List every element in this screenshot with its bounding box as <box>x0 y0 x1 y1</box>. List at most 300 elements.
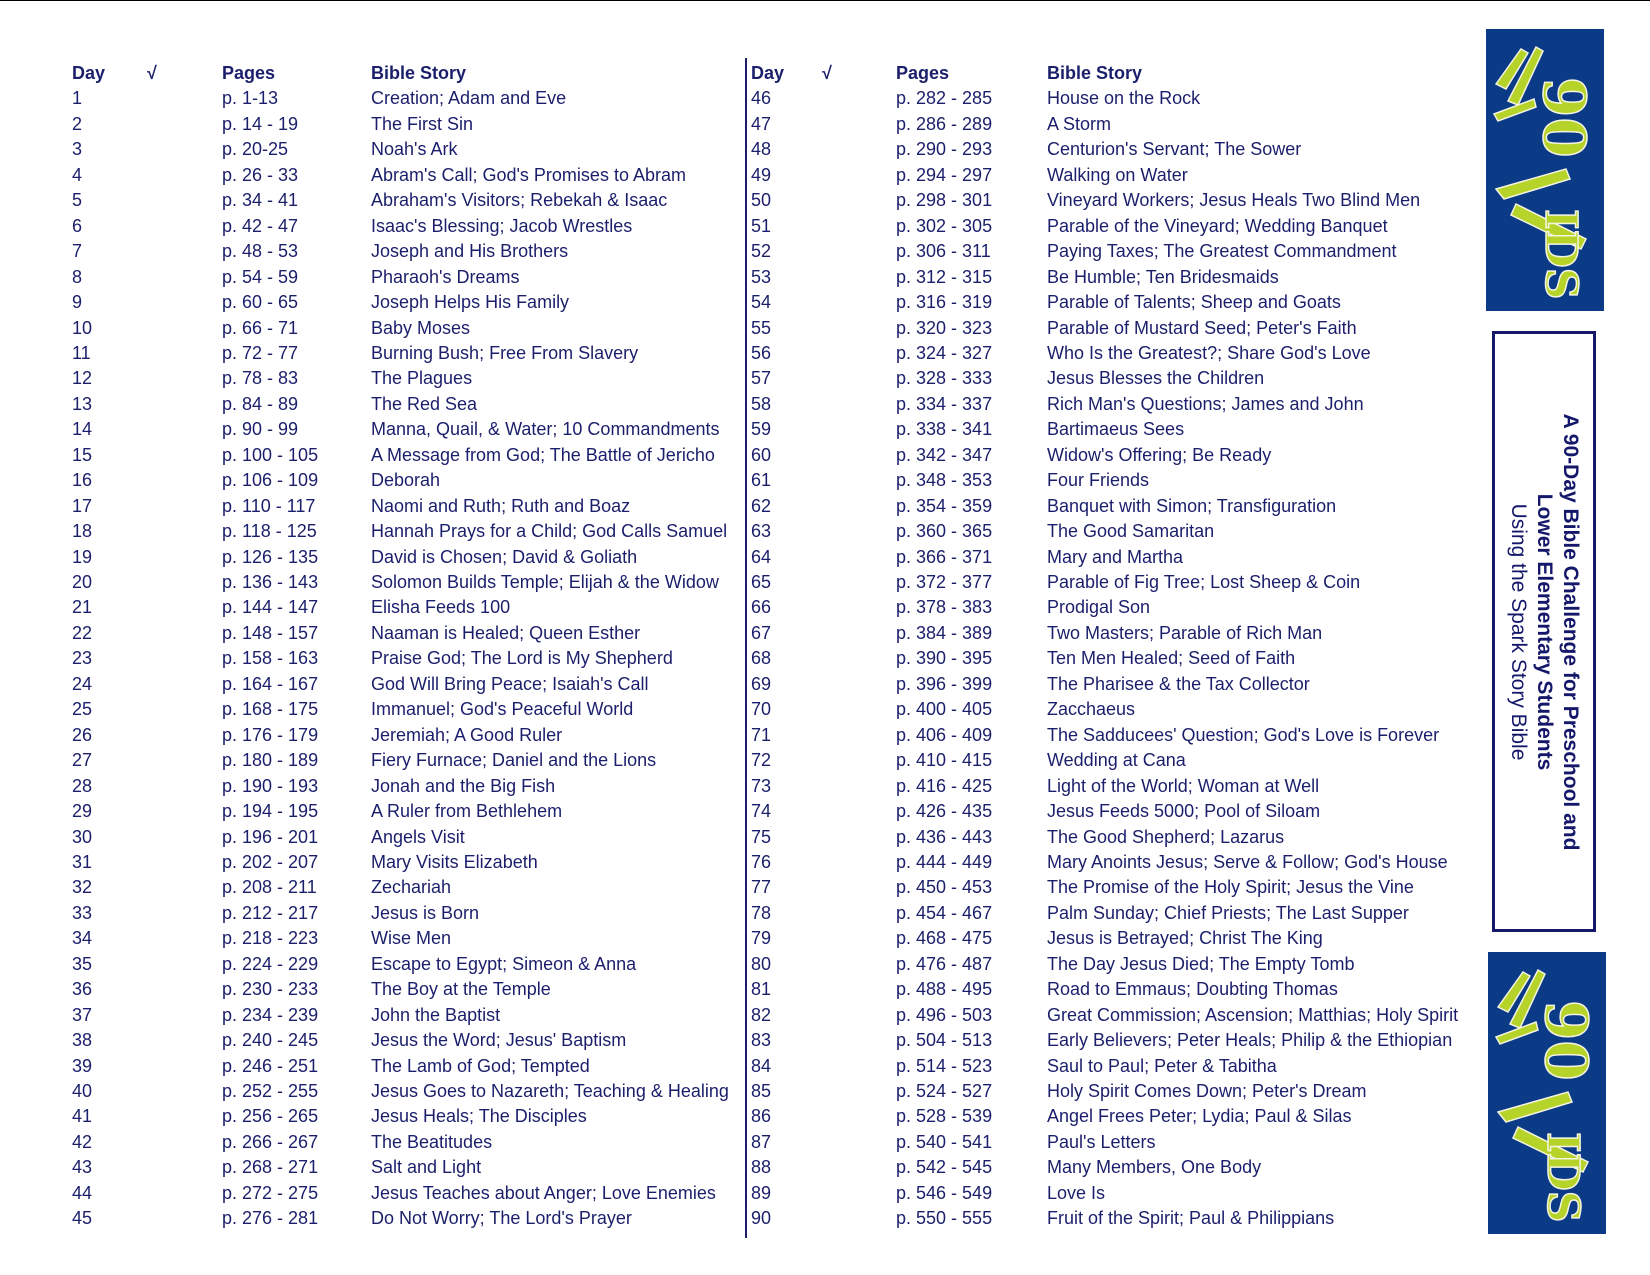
pages-range: p. 396 - 399 <box>896 673 993 694</box>
day-number: 41 <box>72 1106 93 1127</box>
pages-range: p. 42 - 47 <box>222 215 299 236</box>
pages-range: p. 234 - 239 <box>222 1004 319 1025</box>
bible-story: Salt and Light <box>371 1157 482 1178</box>
checkbox-cell[interactable] <box>147 952 177 977</box>
checkbox-cell[interactable] <box>822 417 852 442</box>
bible-story: Fiery Furnace; Daniel and the Lions <box>371 750 657 771</box>
pages-range: p. 212 - 217 <box>222 902 319 923</box>
day-number: 52 <box>751 241 772 262</box>
bible-story: Rich Man's Questions; James and John <box>1047 393 1364 414</box>
subtitle: Using the Spark Story Bible <box>1507 503 1530 760</box>
90kids-logo-bottom <box>1488 952 1606 1234</box>
checkbox-cell[interactable] <box>147 112 177 137</box>
checkbox-cell[interactable] <box>147 570 177 595</box>
header-pages: Pages <box>222 63 276 83</box>
bible-story: Parable of Talents; Sheep and Goats <box>1047 292 1341 313</box>
checkbox-cell[interactable] <box>822 748 852 773</box>
day-number: 9 <box>72 292 83 313</box>
checkbox-cell[interactable] <box>822 774 852 799</box>
checkbox-cell[interactable] <box>147 443 177 468</box>
bible-story: Manna, Quail, & Water; 10 Commandments <box>371 419 720 440</box>
bible-story: Prodigal Son <box>1047 597 1151 618</box>
checkbox-cell[interactable] <box>822 519 852 544</box>
checkbox-cell[interactable] <box>822 1104 852 1129</box>
checkbox-cell[interactable] <box>147 417 177 442</box>
pages-range: p. 272 - 275 <box>222 1182 319 1203</box>
bible-story: Noah's Ark <box>371 139 458 160</box>
checkbox-cell[interactable] <box>822 265 852 290</box>
bible-story: The Lamb of God; Tempted <box>371 1055 590 1076</box>
checkbox-cell[interactable] <box>147 1181 177 1206</box>
bible-story: Widow's Offering; Be Ready <box>1047 444 1272 465</box>
pages-range: p. 282 - 285 <box>896 88 993 109</box>
checkbox-cell[interactable] <box>822 825 852 850</box>
day-number: 18 <box>72 521 93 542</box>
checkbox-cell[interactable] <box>147 646 177 671</box>
checkbox-cell[interactable] <box>147 875 177 900</box>
header-bible-story: Bible Story <box>1047 63 1143 83</box>
checkbox-cell[interactable] <box>147 366 177 391</box>
checkbox-cell[interactable] <box>147 86 177 111</box>
pages-range: p. 164 - 167 <box>222 673 319 694</box>
checkbox-cell[interactable] <box>822 595 852 620</box>
pages-range: p. 180 - 189 <box>222 750 319 771</box>
checkbox-cell[interactable] <box>822 697 852 722</box>
pages-range: p. 158 - 163 <box>222 648 319 669</box>
bible-story: Mary Visits Elizabeth <box>371 851 538 872</box>
day-number: 26 <box>72 724 93 745</box>
checkbox-cell[interactable] <box>147 1079 177 1104</box>
checkbox-cell[interactable] <box>147 977 177 1002</box>
bible-story: Mary Anoints Jesus; Serve & Follow; God's House <box>1047 851 1448 872</box>
day-number: 50 <box>751 190 772 211</box>
checkbox-cell[interactable] <box>822 112 852 137</box>
pages-range: p. 514 - 523 <box>896 1055 993 1076</box>
bible-story: Paul's Letters <box>1047 1131 1156 1152</box>
checkbox-cell[interactable] <box>822 926 852 951</box>
pages-range: p. 416 - 425 <box>896 775 993 796</box>
bible-story: Creation; Adam and Eve <box>371 88 567 109</box>
bible-story: Two Masters; Parable of Rich Man <box>1047 622 1323 643</box>
checkbox-cell[interactable] <box>822 86 852 111</box>
day-number: 75 <box>751 826 772 847</box>
pages-range: p. 176 - 179 <box>222 724 319 745</box>
day-number: 30 <box>72 826 93 847</box>
checkbox-cell[interactable] <box>147 1155 177 1180</box>
day-number: 53 <box>751 266 772 287</box>
bible-story: Holy Spirit Comes Down; Peter's Dream <box>1047 1081 1367 1101</box>
bible-story: A Storm <box>1047 113 1112 134</box>
bible-story: Jonah and the Big Fish <box>371 775 556 796</box>
day-number: 82 <box>751 1004 772 1025</box>
pages-range: p. 14 - 19 <box>222 113 299 134</box>
bible-story: Jesus is Born <box>371 902 480 923</box>
pages-range: p. 324 - 327 <box>896 342 993 363</box>
day-number: 86 <box>751 1106 772 1127</box>
bible-story: Saul to Paul; Peter & Tabitha <box>1047 1055 1277 1076</box>
header-check: √ <box>822 63 832 83</box>
checkbox-cell[interactable] <box>822 1003 852 1028</box>
checkbox-cell[interactable] <box>822 646 852 671</box>
pages-range: p. 126 - 135 <box>222 546 319 567</box>
checkbox-cell[interactable] <box>147 1104 177 1129</box>
day-number: 74 <box>751 801 772 822</box>
checkbox-cell[interactable] <box>147 595 177 620</box>
bible-story: Road to Emmaus; Doubting Thomas <box>1047 979 1338 1000</box>
pages-range: p. 276 - 281 <box>222 1208 319 1229</box>
day-number: 59 <box>751 419 772 440</box>
day-number: 28 <box>72 775 93 796</box>
pages-range: p. 316 - 319 <box>896 292 993 313</box>
logo-graphic-icon <box>1488 952 1606 1234</box>
pages-range: p. 550 - 555 <box>896 1208 993 1229</box>
day-number: 64 <box>751 546 772 567</box>
pages-range: p. 148 - 157 <box>222 622 319 643</box>
day-number: 1 <box>72 88 83 109</box>
checkbox-cell[interactable] <box>147 799 177 824</box>
day-number: 49 <box>751 164 772 185</box>
day-number: 31 <box>72 851 93 872</box>
day-number: 63 <box>751 521 772 542</box>
pages-range: p. 60 - 65 <box>222 292 299 313</box>
day-number: 33 <box>72 902 93 923</box>
checkbox-cell[interactable] <box>822 290 852 315</box>
pages-range: p. 298 - 301 <box>896 190 993 211</box>
checkbox-cell[interactable] <box>822 977 852 1002</box>
checkbox-cell[interactable] <box>147 697 177 722</box>
bible-story: Centurion's Servant; The Sower <box>1047 139 1302 160</box>
day-number: 80 <box>751 953 772 974</box>
pages-range: p. 240 - 245 <box>222 1030 319 1051</box>
pages-range: p. 246 - 251 <box>222 1055 319 1076</box>
bible-story: Jesus the Word; Jesus' Baptism <box>371 1030 627 1051</box>
checkbox-cell[interactable] <box>822 468 852 493</box>
day-number: 11 <box>72 342 91 363</box>
bible-story: Parable of Fig Tree; Lost Sheep & Coin <box>1047 572 1361 592</box>
day-number: 25 <box>72 699 93 720</box>
checkbox-cell[interactable] <box>822 1054 852 1079</box>
checkbox-cell[interactable] <box>822 901 852 926</box>
bible-story: Deborah <box>371 470 441 491</box>
day-number: 8 <box>72 266 83 287</box>
bible-story: Immanuel; God's Peaceful World <box>371 699 634 720</box>
bible-story: The First Sin <box>371 113 474 134</box>
bible-story: Early Believers; Peter Heals; Philip & the Ethiopian <box>1047 1030 1453 1051</box>
checkbox-cell[interactable] <box>822 621 852 646</box>
checkbox-cell[interactable] <box>822 1028 852 1053</box>
pages-range: p. 366 - 371 <box>896 546 993 567</box>
checkbox-cell[interactable] <box>822 850 852 875</box>
day-number: 23 <box>72 648 93 669</box>
checkbox-cell[interactable] <box>822 799 852 824</box>
bible-story: Burning Bush; Free From Slavery <box>371 342 639 363</box>
pages-range: p. 118 - 125 <box>222 521 317 542</box>
checkbox-cell[interactable] <box>147 519 177 544</box>
day-number: 4 <box>72 164 83 185</box>
checkbox-cell[interactable] <box>822 494 852 519</box>
day-number: 6 <box>72 215 83 236</box>
pages-range: p. 378 - 383 <box>896 597 993 618</box>
pages-range: p. 496 - 503 <box>896 1004 993 1025</box>
pages-range: p. 224 - 229 <box>222 953 319 974</box>
bible-story: Ten Men Healed; Seed of Faith <box>1047 648 1296 669</box>
pages-range: p. 312 - 315 <box>896 266 993 287</box>
bible-story: Naaman is Healed; Queen Esther <box>371 622 641 643</box>
day-number: 90 <box>751 1208 772 1229</box>
day-number: 84 <box>751 1055 772 1076</box>
bible-story: Baby Moses <box>371 317 471 338</box>
pages-range: p. 354 - 359 <box>896 495 993 516</box>
checkbox-cell[interactable] <box>822 672 852 697</box>
pages-range: p. 294 - 297 <box>896 164 993 185</box>
day-number: 56 <box>751 342 772 363</box>
checkbox-cell[interactable] <box>822 239 852 264</box>
day-number: 62 <box>751 495 772 516</box>
day-number: 66 <box>751 597 772 618</box>
day-number: 24 <box>72 673 93 694</box>
bible-story: Parable of Mustard Seed; Peter's Faith <box>1047 317 1357 338</box>
bible-story: Jesus is Betrayed; Christ The King <box>1047 928 1323 949</box>
checkbox-cell[interactable] <box>147 1028 177 1053</box>
checkbox-cell[interactable] <box>147 1206 177 1231</box>
svg-text:90: 90 <box>1530 77 1598 158</box>
header-check: √ <box>147 63 157 83</box>
day-number: 47 <box>751 113 772 134</box>
bible-story: Great Commission; Ascension; Matthias; Holy Spirit <box>1047 1004 1459 1025</box>
header-day: Day <box>72 63 106 83</box>
svg-text:IDS: IDS <box>1537 1132 1588 1223</box>
bible-story: House on the Rock <box>1047 88 1201 109</box>
pages-range: p. 476 - 487 <box>896 953 993 974</box>
pages-range: p. 410 - 415 <box>896 750 993 771</box>
pages-range: p. 196 - 201 <box>222 826 319 847</box>
bible-story: The Sadducees' Question; God's Love is Forever <box>1047 724 1440 745</box>
pages-range: p. 360 - 365 <box>896 521 993 542</box>
bible-story: Elisha Feeds 100 <box>371 597 511 618</box>
day-number: 67 <box>751 622 772 643</box>
day-number: 16 <box>72 470 93 491</box>
checkbox-cell[interactable] <box>147 494 177 519</box>
checkbox-cell[interactable] <box>822 1155 852 1180</box>
bible-story: Isaac's Blessing; Jacob Wrestles <box>371 215 633 236</box>
day-number: 58 <box>751 393 772 414</box>
checkbox-cell[interactable] <box>147 468 177 493</box>
bible-story: A Ruler from Bethlehem <box>371 801 563 822</box>
checkbox-cell[interactable] <box>822 723 852 748</box>
pages-range: p. 168 - 175 <box>222 699 319 720</box>
bible-story: Banquet with Simon; Transfiguration <box>1047 495 1337 516</box>
pages-range: p. 106 - 109 <box>222 470 319 491</box>
day-number: 61 <box>751 470 772 491</box>
pages-range: p. 256 - 265 <box>222 1106 319 1127</box>
checkbox-cell[interactable] <box>147 545 177 570</box>
checkbox-cell[interactable] <box>822 443 852 468</box>
day-number: 73 <box>751 775 772 796</box>
pages-range: p. 218 - 223 <box>222 928 319 949</box>
day-number: 12 <box>72 368 93 389</box>
bible-story: The Red Sea <box>371 393 478 414</box>
checkbox-cell[interactable] <box>147 1054 177 1079</box>
day-number: 77 <box>751 877 772 898</box>
checkbox-cell[interactable] <box>147 188 177 213</box>
bible-story: Joseph Helps His Family <box>371 292 570 313</box>
checkbox-cell[interactable] <box>147 290 177 315</box>
column-divider <box>745 58 747 1238</box>
checkbox-cell[interactable] <box>147 265 177 290</box>
bible-story: A Message from God; The Battle of Jericho <box>371 444 715 465</box>
svg-text:90: 90 <box>1532 1000 1600 1081</box>
day-number: 83 <box>751 1030 772 1051</box>
bible-story: Angel Frees Peter; Lydia; Paul & Silas <box>1047 1106 1352 1127</box>
checkbox-cell[interactable] <box>822 1206 852 1231</box>
checkbox-cell[interactable] <box>822 188 852 213</box>
checkbox-cell[interactable] <box>822 952 852 977</box>
pages-range: p. 54 - 59 <box>222 266 299 287</box>
bible-story: Four Friends <box>1047 470 1150 491</box>
checkbox-cell[interactable] <box>147 926 177 951</box>
bible-story: Escape to Egypt; Simeon & Anna <box>371 953 637 974</box>
day-number: 60 <box>751 444 772 465</box>
pages-range: p. 266 - 267 <box>222 1131 319 1152</box>
checkbox-cell[interactable] <box>147 316 177 341</box>
checkbox-cell[interactable] <box>147 239 177 264</box>
day-number: 54 <box>751 292 772 313</box>
checkbox-cell[interactable] <box>147 621 177 646</box>
checkbox-cell[interactable] <box>822 341 852 366</box>
bible-story: Zacchaeus <box>1047 699 1136 720</box>
title-line-2: Lower Elementary Students <box>1533 493 1556 770</box>
checkbox-cell[interactable] <box>822 392 852 417</box>
bible-story: Jesus Heals; The Disciples <box>371 1106 587 1127</box>
pages-range: p. 334 - 337 <box>896 393 993 414</box>
bible-story: Jesus Blesses the Children <box>1047 368 1265 389</box>
day-number: 89 <box>751 1182 772 1203</box>
day-number: 17 <box>72 495 93 516</box>
pages-range: p. 78 - 83 <box>222 368 299 389</box>
day-number: 39 <box>72 1055 93 1076</box>
checkbox-cell[interactable] <box>822 1079 852 1104</box>
pages-range: p. 372 - 377 <box>896 572 993 592</box>
bible-story: Abram's Call; God's Promises to Abram <box>371 164 686 185</box>
bible-story: Wise Men <box>371 928 452 949</box>
bible-story: Solomon Builds Temple; Elijah & the Widow <box>371 572 719 592</box>
checkbox-cell[interactable] <box>147 723 177 748</box>
day-number: 81 <box>751 979 772 1000</box>
pages-range: p. 384 - 389 <box>896 622 993 643</box>
bible-story: The Good Shepherd; Lazarus <box>1047 826 1285 847</box>
day-number: 40 <box>72 1081 93 1101</box>
checkbox-cell[interactable] <box>822 1130 852 1155</box>
pages-range: p. 268 - 271 <box>222 1157 319 1178</box>
pages-range: p. 426 - 435 <box>896 801 993 822</box>
bible-story: Many Members, One Body <box>1047 1157 1262 1178</box>
checkbox-cell[interactable] <box>822 316 852 341</box>
title-line-1: A 90-Day Bible Challenge for Preschool and <box>1559 413 1582 850</box>
checkbox-cell[interactable] <box>147 341 177 366</box>
day-number: 15 <box>72 444 93 465</box>
day-number: 57 <box>751 368 772 389</box>
checkbox-cell[interactable] <box>147 672 177 697</box>
pages-range: p. 144 - 147 <box>222 597 319 618</box>
day-number: 68 <box>751 648 772 669</box>
checkbox-cell[interactable] <box>822 570 852 595</box>
day-number: 55 <box>751 317 772 338</box>
checkbox-cell[interactable] <box>147 850 177 875</box>
checkbox-cell[interactable] <box>822 366 852 391</box>
pages-range: p. 454 - 467 <box>896 902 993 923</box>
day-number: 71 <box>751 724 772 745</box>
bible-story: Hannah Prays for a Child; God Calls Samuel <box>371 521 728 542</box>
pages-range: p. 436 - 443 <box>896 826 993 847</box>
bible-story: Zechariah <box>371 877 452 898</box>
pages-range: p. 252 - 255 <box>222 1081 319 1101</box>
checkbox-cell[interactable] <box>822 545 852 570</box>
pages-range: p. 190 - 193 <box>222 775 319 796</box>
day-number: 48 <box>751 139 772 160</box>
checkbox-cell[interactable] <box>822 1181 852 1206</box>
checkbox-cell[interactable] <box>822 137 852 162</box>
bible-story: Jesus Teaches about Anger; Love Enemies <box>371 1182 716 1203</box>
pages-range: p. 202 - 207 <box>222 851 319 872</box>
checkbox-cell[interactable] <box>822 214 852 239</box>
day-number: 10 <box>72 317 93 338</box>
header-bible-story: Bible Story <box>371 63 467 83</box>
checkbox-cell[interactable] <box>147 214 177 239</box>
logo-graphic-icon <box>1486 29 1604 311</box>
bible-story: Wedding at Cana <box>1047 750 1186 771</box>
pages-range: p. 84 - 89 <box>222 393 299 414</box>
day-number: 43 <box>72 1157 93 1178</box>
pages-range: p. 444 - 449 <box>896 851 993 872</box>
day-number: 72 <box>751 750 772 771</box>
day-number: 29 <box>72 801 93 822</box>
day-number: 88 <box>751 1157 772 1178</box>
pages-range: p. 1-13 <box>222 88 279 109</box>
bible-story: Bartimaeus Sees <box>1047 419 1185 440</box>
checkbox-cell[interactable] <box>147 901 177 926</box>
checkbox-cell[interactable] <box>147 825 177 850</box>
pages-range: p. 540 - 541 <box>896 1131 993 1152</box>
header-day: Day <box>751 63 785 83</box>
checkbox-cell[interactable] <box>147 137 177 162</box>
checkbox-cell[interactable] <box>147 1003 177 1028</box>
pages-range: p. 20-25 <box>222 139 289 160</box>
pages-range: p. 66 - 71 <box>222 317 299 338</box>
day-number: 32 <box>72 877 93 898</box>
checkbox-cell[interactable] <box>147 392 177 417</box>
bible-story: John the Baptist <box>371 1004 501 1025</box>
bible-story: The Pharisee & the Tax Collector <box>1047 673 1310 694</box>
header-pages: Pages <box>896 63 950 83</box>
checkbox-cell[interactable] <box>147 163 177 188</box>
pages-range: p. 136 - 143 <box>222 572 319 592</box>
bible-story: The Boy at the Temple <box>371 979 551 1000</box>
day-number: 34 <box>72 928 93 949</box>
bible-story: Praise God; The Lord is My Shepherd <box>371 648 673 669</box>
checkbox-cell[interactable] <box>147 774 177 799</box>
day-number: 87 <box>751 1131 772 1152</box>
checkbox-cell[interactable] <box>147 748 177 773</box>
bible-story: Fruit of the Spirit; Paul & Philippians <box>1047 1208 1335 1229</box>
bible-story: Vineyard Workers; Jesus Heals Two Blind Men <box>1047 190 1421 211</box>
checkbox-cell[interactable] <box>822 163 852 188</box>
checkbox-cell[interactable] <box>822 875 852 900</box>
checkbox-cell[interactable] <box>147 1130 177 1155</box>
title-text <box>1505 337 1583 927</box>
day-number: 35 <box>72 953 93 974</box>
pages-range: p. 328 - 333 <box>896 368 993 389</box>
day-number: 36 <box>72 979 93 1000</box>
